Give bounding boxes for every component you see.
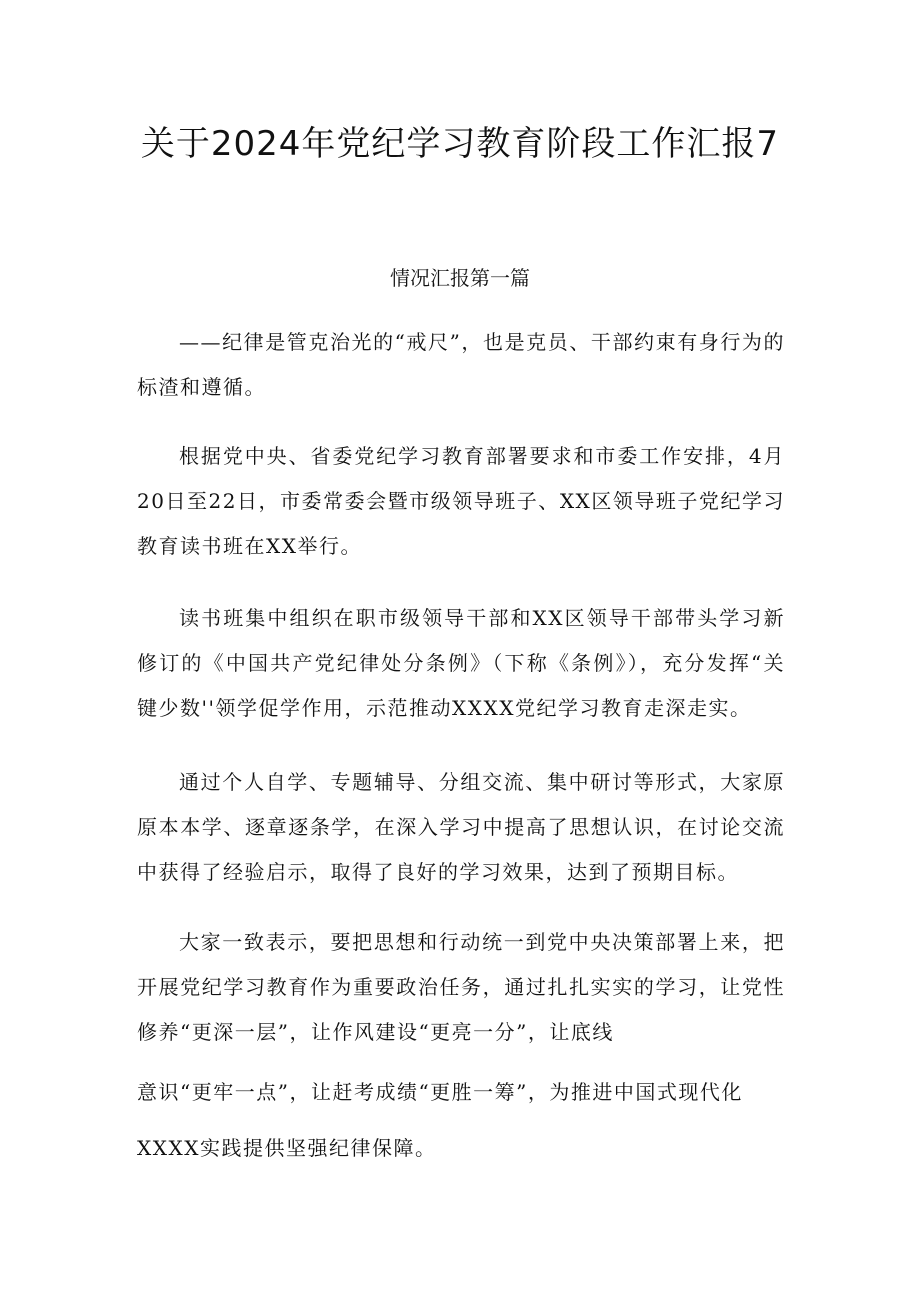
section-heading: 情况汇报第一篇 — [390, 266, 530, 290]
paragraph-epigraph: ——纪律是管克治光的“戒尺”，也是克员、干部约束有身行为的标渣和遵循。 — [137, 330, 785, 399]
continuation-line: 意识“更牢一点”，让赶考成绩“更胜一筹”，为推进中国式现代化 — [137, 1080, 743, 1104]
document-title: 关于2024年党纪学习教育阶段工作汇报7 — [140, 124, 780, 164]
paragraph-reading-class: 根据党中央、省委党纪学习教育部署要求和市委工作安排，4月20日至22日，市委常委会暨市级领导班子、XX区领导班子党纪学习教育读书班在XX举行。 — [137, 444, 785, 558]
paragraph-regulations-study: 读书班集中组织在职市级领导干部和XX区领导干部带头学习新修订的《中国共产党纪律处分条例》（下称《条例》），充分发挥“关键少数''领学促学作用，示范推动XXXX党纪学习教育走深走实。 — [137, 606, 785, 720]
paragraph-study-forms: 通过个人自学、专题辅导、分组交流、集中研讨等形式，大家原原本本学、逐章逐条学，在深入学习中提高了思想认识，在讨论交流中获得了经验启示，取得了良好的学习效果，达到了预期目标。 — [137, 770, 785, 884]
paragraph-consensus: 大家一致表示，要把思想和行动统一到党中央决策部署上来，把开展党纪学习教育作为重要政治任务，通过扎扎实实的学习，让党性修养“更深一层”，让作风建设“更亮一分”，让底线 — [137, 930, 785, 1044]
continuation-line: XXXX实践提供坚强纪律保障。 — [137, 1136, 437, 1160]
